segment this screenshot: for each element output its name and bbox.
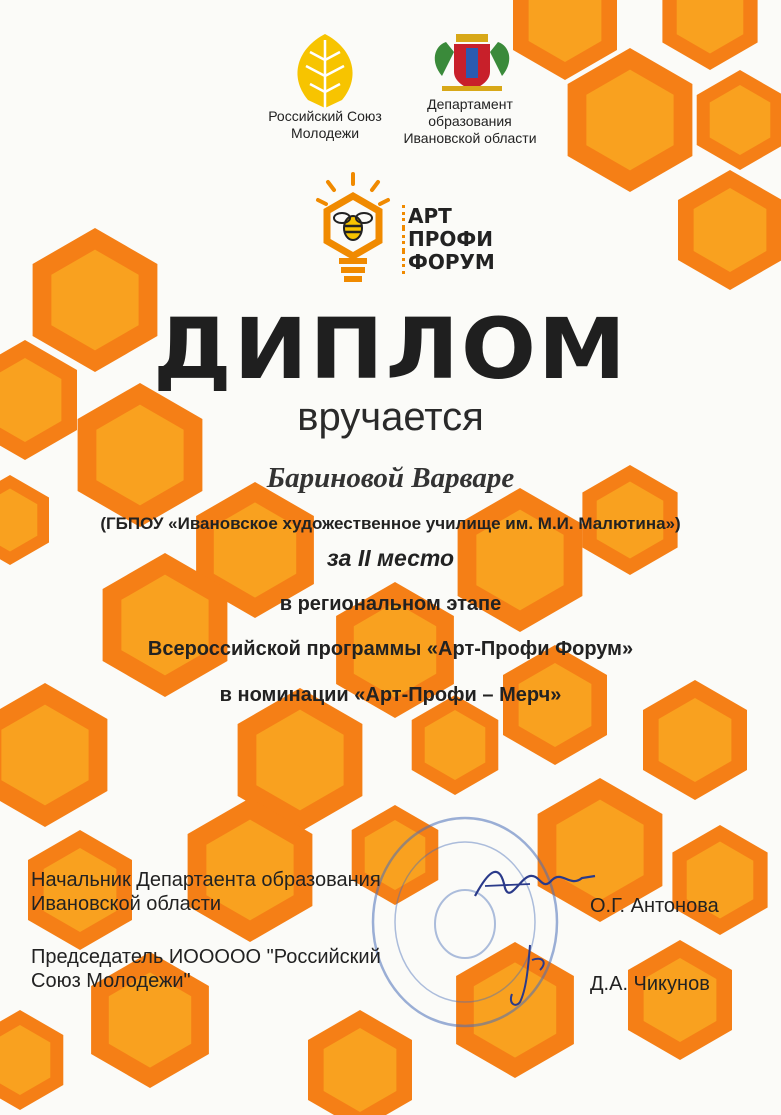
department-label: Департамент образования Ивановской области bbox=[403, 96, 537, 146]
honeycomb-cell bbox=[678, 170, 781, 290]
diploma-subtitle: вручается bbox=[297, 395, 484, 439]
stage-line: в региональном этапе bbox=[279, 593, 502, 615]
leaf-icon bbox=[270, 30, 380, 110]
brand-line: АРТ bbox=[402, 205, 495, 228]
honeycomb-cell bbox=[412, 695, 499, 795]
brand-line: ПРОФИ bbox=[402, 228, 495, 251]
signatory-2-position: Председатель ИООООО "Российский Союз Молодежи" bbox=[31, 946, 381, 992]
honeycomb-cell bbox=[697, 70, 781, 170]
signatory-2-name: Д.А. Чикунов bbox=[590, 973, 710, 995]
signature-chikunov bbox=[490, 940, 570, 1015]
forum-brand bbox=[402, 205, 495, 274]
rsm-label: Российский Союз Молодежи bbox=[268, 108, 382, 141]
brand-line: ФОРУМ bbox=[402, 251, 495, 274]
honeycomb-cell bbox=[628, 940, 732, 1060]
program-line: Всероссийской программы «Арт-Профи Форум» bbox=[147, 638, 634, 660]
diploma-title: ДИПЛОМ bbox=[153, 300, 628, 398]
signature-antonova bbox=[470, 858, 600, 913]
honeycomb-cell bbox=[672, 825, 767, 935]
bee-bulb-icon bbox=[312, 170, 394, 293]
recipient-name: Бариновой Варваре bbox=[266, 462, 515, 494]
honeycomb-cell bbox=[662, 0, 757, 70]
nomination-line: в номинации «Арт-Профи – Мерч» bbox=[219, 684, 562, 706]
honeycomb-cell bbox=[0, 1010, 63, 1110]
honeycomb-cell bbox=[568, 48, 693, 192]
institution-line: (ГБПОУ «Ивановское художественное училище им. М.И. Малютина») bbox=[100, 514, 681, 533]
signatory-1-name: О.Г. Антонова bbox=[590, 895, 719, 917]
signatory-1-position: Начальник Департаента образования Ивановской области bbox=[31, 869, 381, 915]
place-line: за II место bbox=[326, 545, 455, 571]
coat-of-arms-icon bbox=[422, 32, 522, 99]
